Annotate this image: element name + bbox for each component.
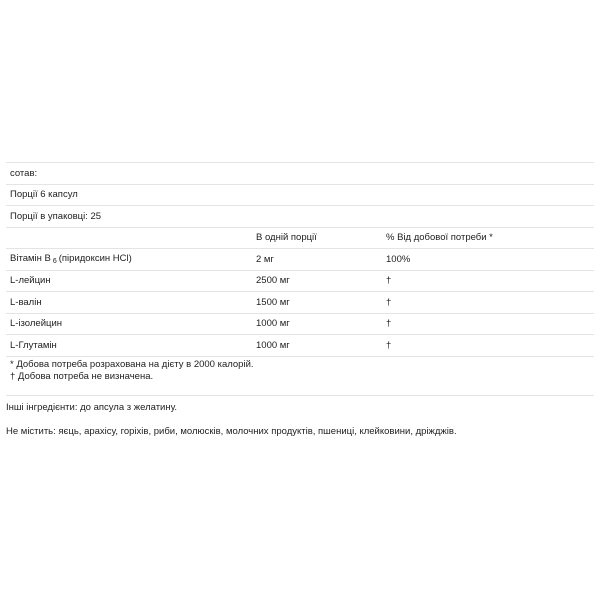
other-ingredients: Інші інгредієнти: до апсула з желатину. [6,402,178,413]
nutrient-daily-value: 100% [382,249,594,271]
nutrient-name: L-валін [6,292,252,314]
facts-title: сотав: [6,163,594,185]
footnote-daily-value: * Добова потреба розрахована на дієту в 2000 калорій. [10,358,254,370]
nutrient-amount: 2 мг [252,249,382,271]
nutrient-row [6,335,594,357]
nutrient-name: L-Глутамін [6,335,252,357]
nutrient-row [6,292,594,314]
nutrient-name: L-лейцин [6,270,252,292]
nutrient-name-subscript: 6 [52,258,57,266]
footnote-not-established: † Добова потреба не визначена. [10,370,154,382]
title-row [6,163,594,185]
header-per-serving: В одній порції [252,227,382,249]
servings-per-container: Порції в упаковці: 25 [6,206,594,228]
header-blank [6,227,252,249]
section-divider [6,395,594,396]
nutrient-daily-value: † [382,335,594,357]
nutrient-name [6,249,252,271]
ingredients-section [6,395,594,438]
servings-per-container-row [6,206,594,228]
column-header-row [6,227,594,249]
header-daily-value: % Від добової потреби * [382,227,594,249]
nutrient-name-main: Вітамін В [10,253,51,265]
nutrient-amount: 2500 мг [252,270,382,292]
supplement-facts-panel [6,162,594,383]
nutrient-row [6,313,594,335]
nutrient-daily-value: † [382,270,594,292]
supplement-facts-table [6,162,594,357]
nutrient-amount: 1000 мг [252,335,382,357]
serving-size-row [6,184,594,206]
footnotes [6,357,594,383]
nutrient-name: L-ізолейцин [6,313,252,335]
nutrient-daily-value: † [382,313,594,335]
nutrient-row [6,249,594,271]
nutrient-name-rest: (піридоксин HCl) [58,253,132,265]
serving-size: Порції 6 капсул [6,184,594,206]
nutrient-row [6,270,594,292]
nutrient-amount: 1000 мг [252,313,382,335]
nutrient-amount: 1500 мг [252,292,382,314]
nutrient-daily-value: † [382,292,594,314]
free-from-statement: Не містить: яєць, арахісу, горіхів, риби, молюсків, молочних продуктів, пшениці, клейковини, дріжджів. [6,426,457,437]
